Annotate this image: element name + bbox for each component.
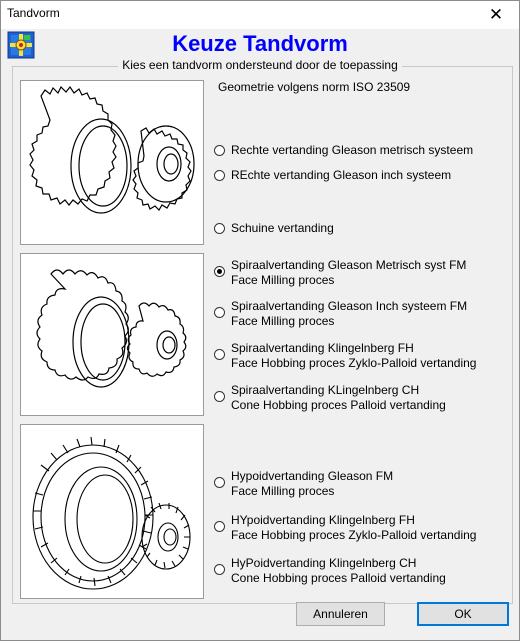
option-label: REchte vertanding Gleason inch systeem xyxy=(231,168,452,182)
option-label: HyPoidvertanding Klingelnberg CH xyxy=(231,556,417,570)
option-sublabel: Face Milling proces xyxy=(231,484,335,498)
option-sublabel: Face Hobbing proces Zyklo-Palloid vertanding xyxy=(231,528,477,542)
radio-button[interactable] xyxy=(214,564,225,575)
radio-button[interactable] xyxy=(214,307,225,318)
window-title: Tandvorm xyxy=(7,6,60,20)
radio-button-selected[interactable] xyxy=(214,266,225,277)
spiral-bevel-gear-image xyxy=(20,253,204,416)
radio-button[interactable] xyxy=(214,223,225,234)
option-sublabel: Face Milling proces xyxy=(231,314,335,328)
option-label: Spiraalvertanding Klingelnberg FH xyxy=(231,341,414,355)
option-label: HYpoidvertanding Klingelnberg FH xyxy=(231,513,415,527)
radio-button[interactable] xyxy=(214,391,225,402)
option-sublabel: Cone Hobbing proces Palloid vertanding xyxy=(231,571,446,585)
cancel-button[interactable]: Annuleren xyxy=(296,602,385,626)
hypoid-gear-image xyxy=(20,424,204,599)
option-label: Rechte vertanding Gleason metrisch systeem xyxy=(231,143,474,157)
radio-button[interactable] xyxy=(214,477,225,488)
radio-button[interactable] xyxy=(214,349,225,360)
page-title: Keuze Tandvorm xyxy=(172,31,348,56)
straight-bevel-gear-image xyxy=(20,80,204,245)
radio-button[interactable] xyxy=(214,145,225,156)
option-label: Schuine vertanding xyxy=(231,221,334,235)
norm-label: Geometrie volgens norm ISO 23509 xyxy=(218,80,411,94)
option-label: Spiraalvertanding KLingelnberg CH xyxy=(231,383,420,397)
option-sublabel: Cone Hobbing proces Palloid vertanding xyxy=(231,398,446,412)
option-sublabel: Face Hobbing proces Zyklo-Palloid vertanding xyxy=(231,356,477,370)
option-label: Hypoidvertanding Gleason FM xyxy=(231,469,394,483)
close-icon: ✕ xyxy=(488,5,504,24)
close-button[interactable] xyxy=(473,1,519,29)
group-caption: Kies een tandvorm ondersteund door de toepassing xyxy=(1,58,519,72)
option-label: Spiraalvertanding Gleason Metrisch syst FM xyxy=(231,258,467,272)
radio-button[interactable] xyxy=(214,170,225,181)
radio-button[interactable] xyxy=(214,521,225,532)
option-label: Spiraalvertanding Gleason Inch systeem FM xyxy=(231,299,468,313)
option-sublabel: Face Milling proces xyxy=(231,273,335,287)
ok-button[interactable]: OK xyxy=(417,602,509,626)
title-bar xyxy=(1,1,519,29)
